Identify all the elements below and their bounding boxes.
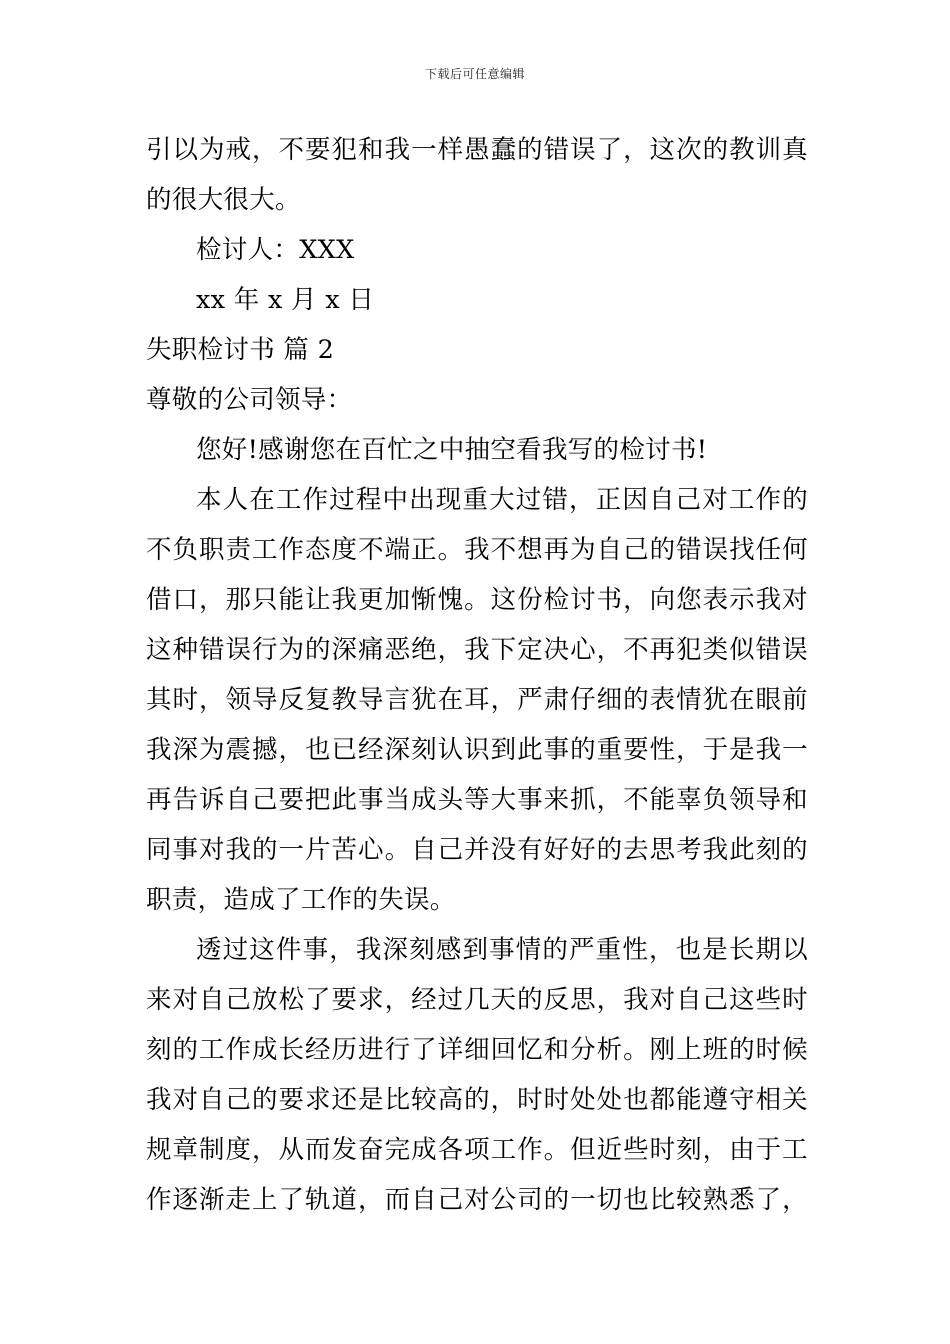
greeting-line: 您好!感谢您在百忙之中抽空看我写的检讨书! (196, 435, 708, 465)
page-header: 下载后可任意编辑 (424, 67, 525, 81)
body-line: 透过这件事，我深刻感到事情的严重性，也是长期以 (196, 935, 808, 965)
body-line: 作逐渐走上了轨道，而自己对公司的一切也比较熟悉了， (146, 1185, 808, 1215)
body-line: 来对自己放松了要求，经过几天的反思，我对自己这些时 (146, 985, 808, 1015)
body-line: 职责，造成了工作的失误。 (146, 885, 456, 915)
body-line: 我对自己的要求还是比较高的，时时处处也都能遵守相关 (146, 1085, 808, 1115)
body-line: 本人在工作过程中出现重大过错，正因自己对工作的 (196, 485, 808, 515)
body-line: 同事对我的一片苦心。自己并没有好好的去思考我此刻的 (146, 835, 808, 865)
body-line: 再告诉自己要把此事当成头等大事来抓，不能辜负领导和 (146, 785, 808, 815)
date-line: xx 年 x 月 x 日 (196, 285, 375, 315)
signature-line: 检讨人：XXX (196, 235, 355, 265)
body-line: 借口，那只能让我更加惭愧。这份检讨书，向您表示我对 (146, 585, 808, 615)
body-line: 规章制度，从而发奋完成各项工作。但近些时刻，由于工 (146, 1135, 808, 1165)
body-line: 不负职责工作态度不端正。我不想再为自己的错误找任何 (146, 535, 808, 565)
body-line: 其时，领导反复教导言犹在耳，严肃仔细的表情犹在眼前 (146, 685, 808, 715)
body-line: 这种错误行为的深痛恶绝，我下定决心，不再犯类似错误 (146, 635, 808, 665)
body-line: 我深为震撼，也已经深刻认识到此事的重要性，于是我一 (146, 735, 808, 765)
section-title: 失职检讨书 篇 2 (146, 335, 335, 365)
salutation: 尊敬的公司领导： (146, 385, 353, 415)
body-line: 引以为戒，不要犯和我一样愚蠢的错误了，这次的教训真 (146, 135, 808, 165)
body-line: 刻的工作成长经历进行了详细回忆和分析。刚上班的时候 (146, 1035, 808, 1065)
body-line: 的很大很大。 (146, 185, 301, 215)
